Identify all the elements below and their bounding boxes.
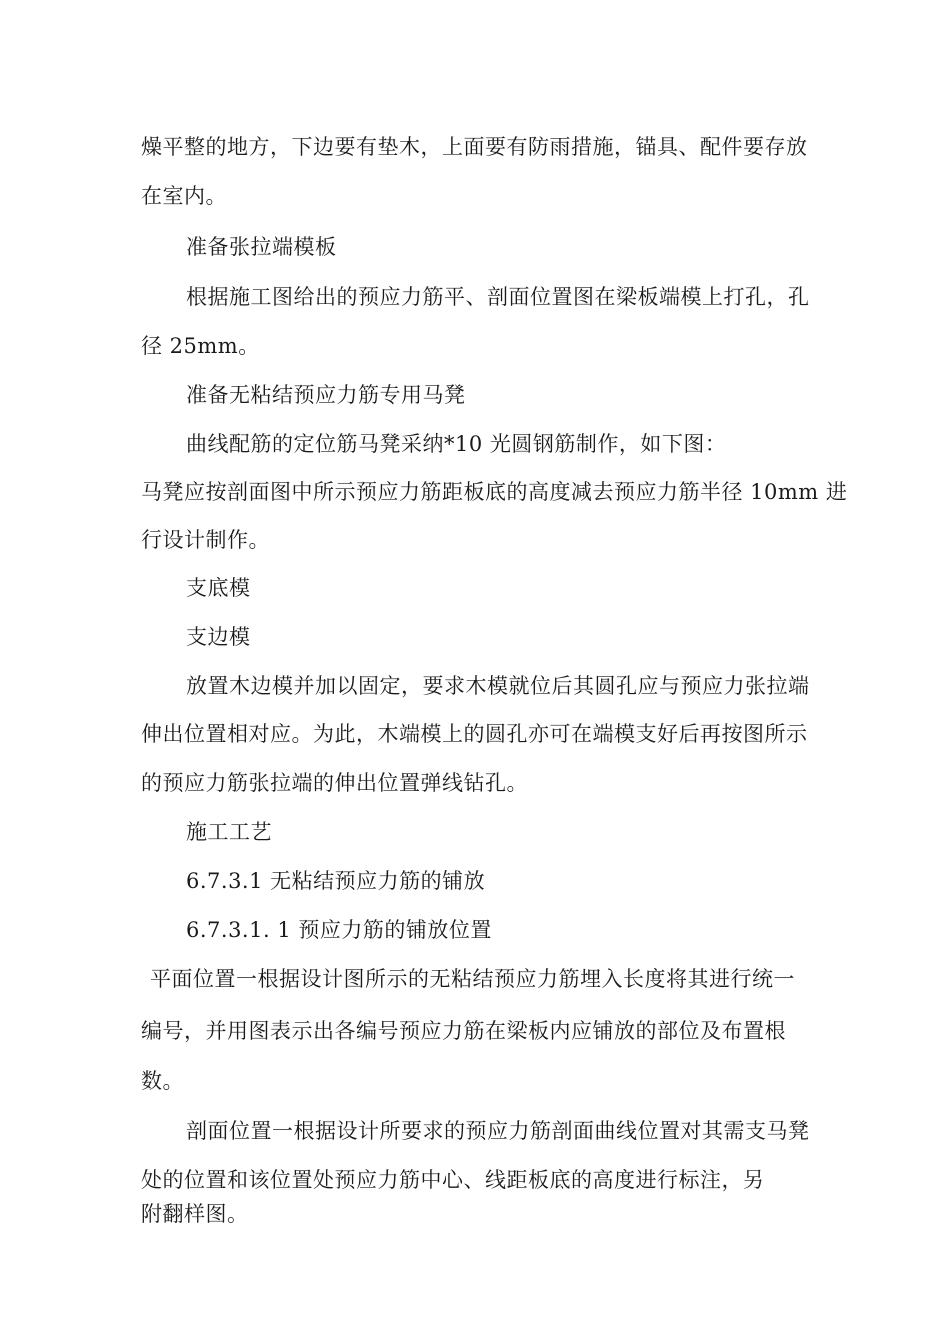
text-line: 的预应力筋张拉端的伸出位置弹线钻孔。 <box>141 771 528 795</box>
text-line: 附翻样图。 <box>141 1202 249 1226</box>
subsection-heading: 6.7.3.1 无粘结预应力筋的铺放 <box>186 869 486 893</box>
text-line: 数。 <box>141 1069 184 1093</box>
section-heading: 施工工艺 <box>186 820 272 844</box>
text-line: 马凳应按剖面图中所示预应力筋距板底的高度减去预应力筋半径 10mm 进 <box>141 480 848 504</box>
section-heading: 准备无粘结预应力筋专用马凳 <box>186 383 466 407</box>
text-line: 剖面位置一根据设计所要求的预应力筋剖面曲线位置对其需支马凳 <box>186 1119 810 1143</box>
text-line: 平面位置一根据设计图所示的无粘结预应力筋埋入长度将其进行统一 <box>150 967 795 991</box>
section-heading: 支边模 <box>186 625 251 649</box>
text-line: 径 25mm。 <box>141 334 260 358</box>
section-heading: 支底模 <box>186 576 251 600</box>
text-line: 曲线配筋的定位筋马凳采纳*10 光圆钢筋制作，如下图： <box>186 432 727 456</box>
text-line: 燥平整的地方，下边要有垫木，上面要有防雨措施，锚具、配件要存放 <box>141 135 808 159</box>
text-line: 在室内。 <box>141 184 227 208</box>
text-line: 行设计制作。 <box>141 528 270 552</box>
text-line: 根据施工图给出的预应力筋平、剖面位置图在梁板端模上打孔，孔 <box>186 285 810 309</box>
section-heading: 准备张拉端模板 <box>186 235 337 259</box>
text-line: 处的位置和该位置处预应力筋中心、线距板底的高度进行标注，另 <box>141 1168 765 1192</box>
subsection-heading: 6.7.3.1. 1 预应力筋的铺放位置 <box>186 918 492 942</box>
text-line: 伸出位置相对应。为此，木端模上的圆孔亦可在端模支好后再按图所示 <box>141 722 808 746</box>
text-line: 编号，并用图表示出各编号预应力筋在梁板内应铺放的部位及布置根 <box>141 1019 786 1043</box>
text-line: 放置木边模并加以固定，要求木模就位后其圆孔应与预应力张拉端 <box>186 674 810 698</box>
